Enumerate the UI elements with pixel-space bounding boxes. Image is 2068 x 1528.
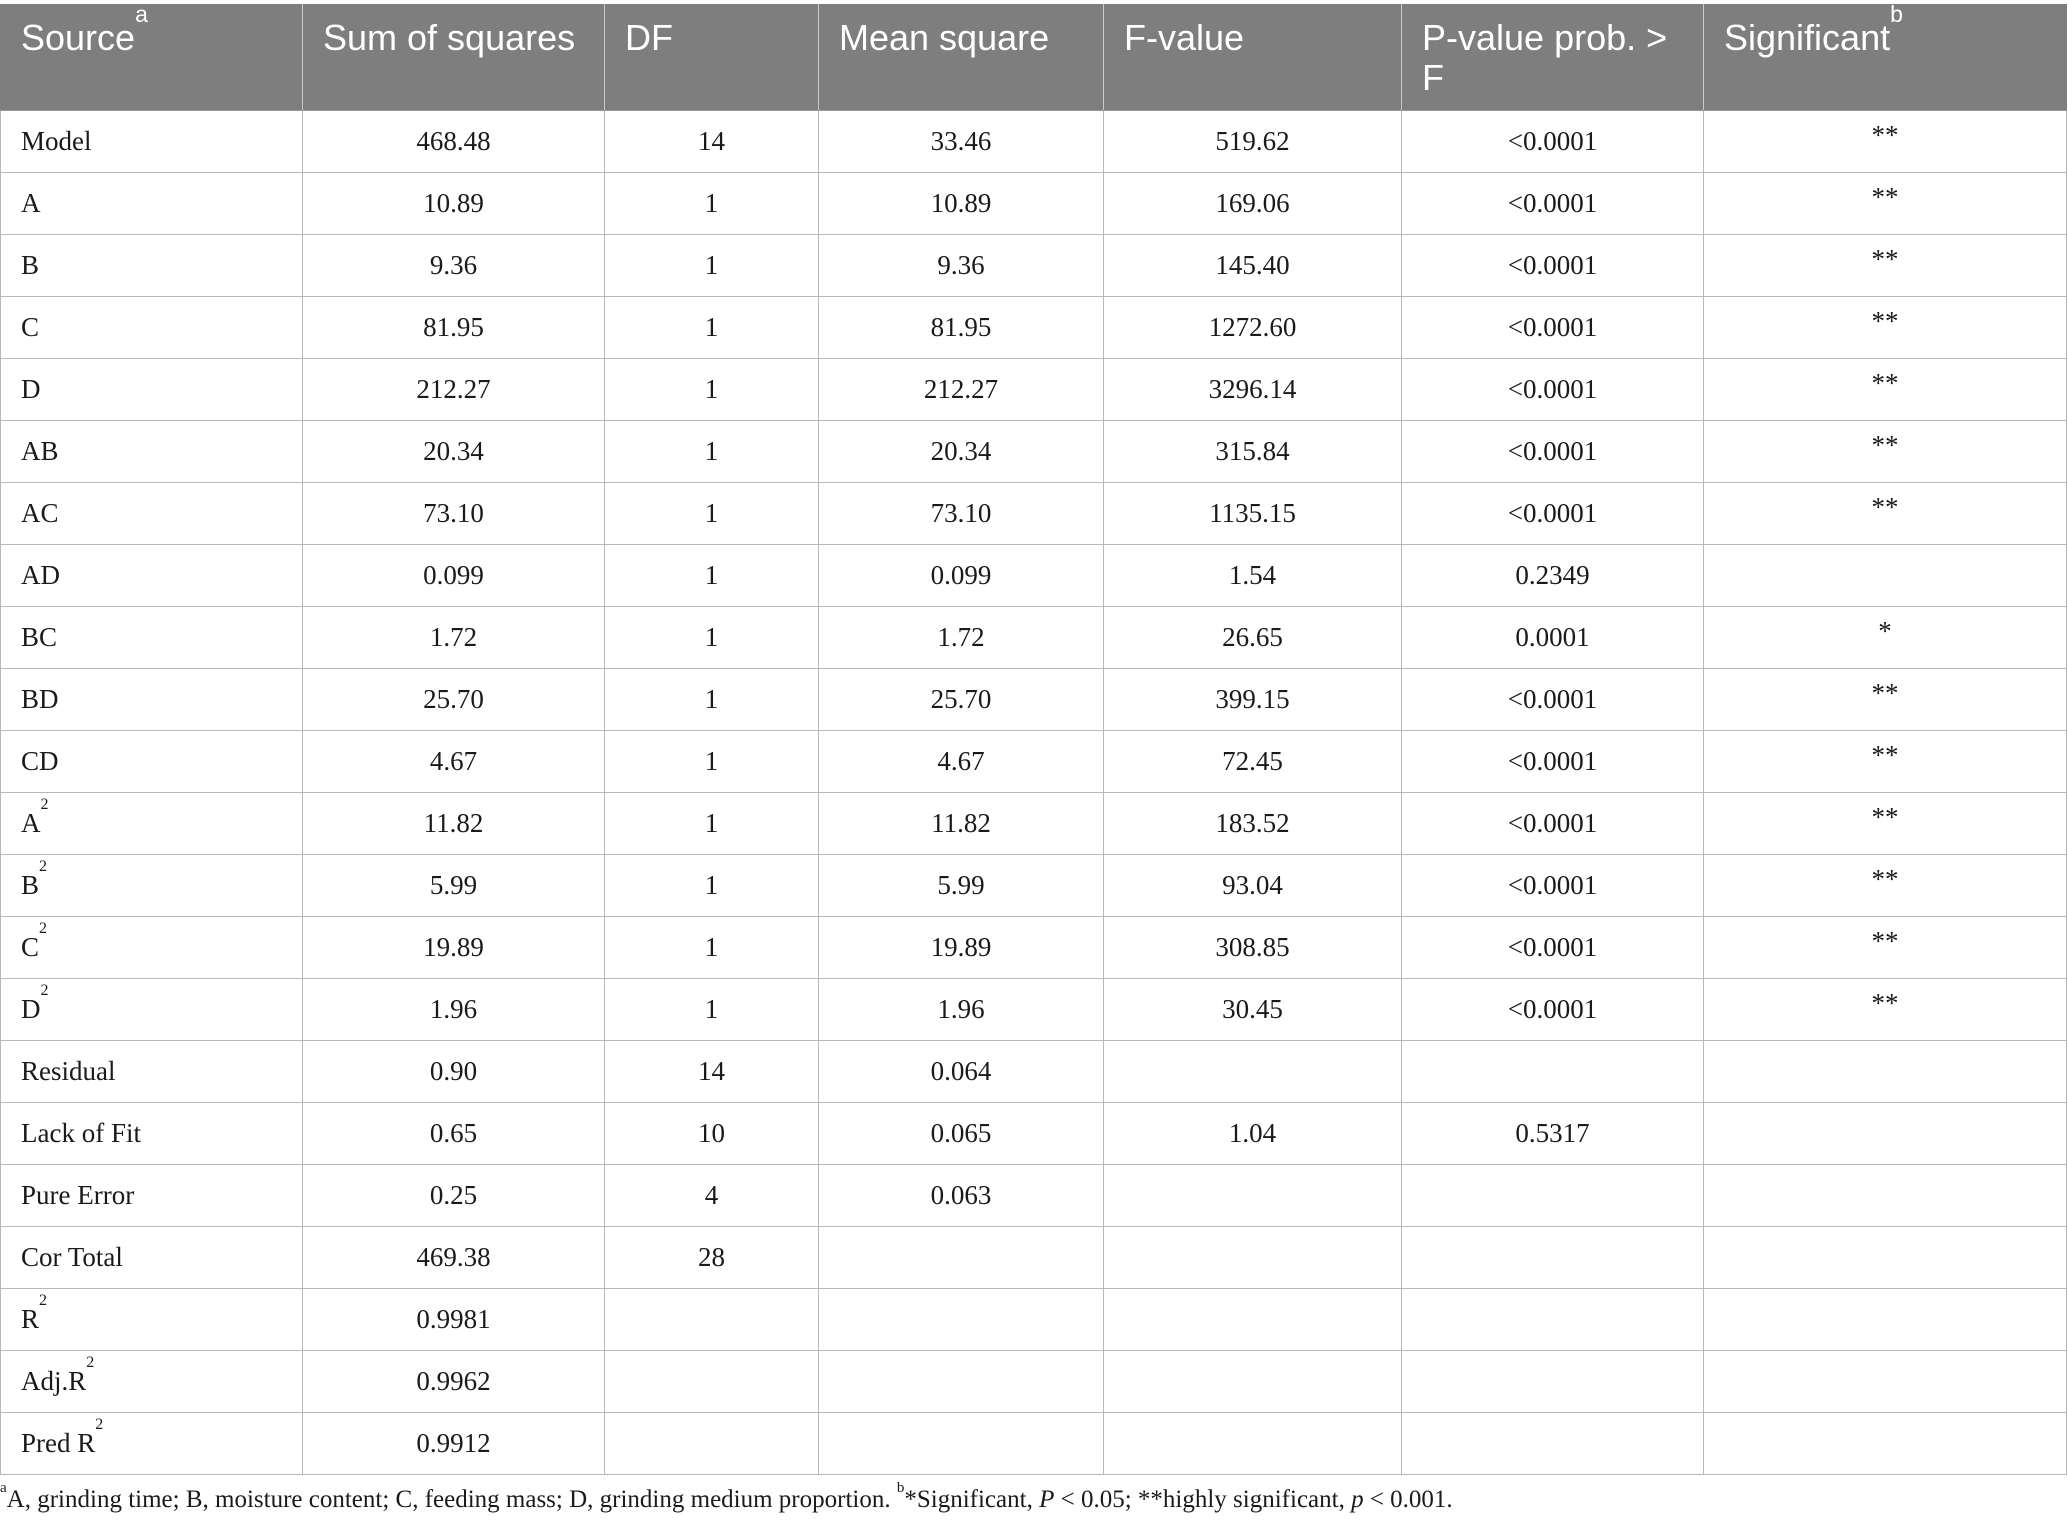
source-superscript: 2: [86, 1354, 95, 1371]
table-row: [1, 1165, 2067, 1227]
cell-df: 1: [605, 421, 819, 483]
cell-f-value: 3296.14: [1104, 359, 1402, 421]
cell-sum-of-squares: 20.34: [303, 421, 605, 483]
cell-source: [1, 297, 303, 359]
significance-stars: *: [1878, 616, 1892, 646]
table-row: [1, 359, 2067, 421]
cell-p-value: [1402, 1165, 1704, 1227]
cell-significant: [1704, 793, 2067, 855]
cell-significant: [1704, 1041, 2067, 1103]
cell-sum-of-squares: 81.95: [303, 297, 605, 359]
anova-table: [0, 1, 2067, 1475]
significance-stars: **: [1871, 430, 1899, 460]
footnote-b-p-symbol-2: p: [1351, 1486, 1364, 1513]
cell-sum-of-squares: 0.9912: [303, 1413, 605, 1475]
cell-significant: [1704, 669, 2067, 731]
cell-p-value: <0.0001: [1402, 483, 1704, 545]
cell-f-value: 519.62: [1104, 111, 1402, 173]
cell-sum-of-squares: 212.27: [303, 359, 605, 421]
cell-mean-square: 5.99: [819, 855, 1104, 917]
cell-p-value: [1402, 1351, 1704, 1413]
cell-significant: [1704, 1227, 2067, 1289]
cell-sum-of-squares: 1.72: [303, 607, 605, 669]
cell-source: [1, 1351, 303, 1413]
header-mean-square: Mean square: [819, 4, 1104, 111]
cell-sum-of-squares: 10.89: [303, 173, 605, 235]
cell-significant: [1704, 917, 2067, 979]
cell-mean-square: [819, 1413, 1104, 1475]
cell-significant: [1704, 297, 2067, 359]
cell-f-value: [1104, 1289, 1402, 1351]
cell-mean-square: 1.72: [819, 607, 1104, 669]
cell-f-value: 399.15: [1104, 669, 1402, 731]
cell-p-value: <0.0001: [1402, 111, 1704, 173]
source-label: A: [21, 808, 41, 838]
cell-significant: [1704, 731, 2067, 793]
significance-stars: **: [1871, 740, 1899, 770]
cell-mean-square: 0.065: [819, 1103, 1104, 1165]
cell-source: [1, 1289, 303, 1351]
cell-source: [1, 917, 303, 979]
cell-sum-of-squares: 0.65: [303, 1103, 605, 1165]
cell-sum-of-squares: 9.36: [303, 235, 605, 297]
cell-f-value: 26.65: [1104, 607, 1402, 669]
cell-source: [1, 483, 303, 545]
cell-sum-of-squares: 468.48: [303, 111, 605, 173]
cell-f-value: [1104, 1165, 1402, 1227]
cell-p-value: 0.2349: [1402, 545, 1704, 607]
significance-stars: **: [1871, 926, 1899, 956]
cell-source: [1, 421, 303, 483]
cell-sum-of-squares: 5.99: [303, 855, 605, 917]
table-row: [1, 1227, 2067, 1289]
cell-f-value: 169.06: [1104, 173, 1402, 235]
cell-df: 1: [605, 173, 819, 235]
cell-p-value: <0.0001: [1402, 855, 1704, 917]
cell-source: [1, 979, 303, 1041]
cell-source: [1, 359, 303, 421]
table-row: [1, 235, 2067, 297]
cell-source: [1, 607, 303, 669]
cell-mean-square: 0.099: [819, 545, 1104, 607]
cell-sum-of-squares: 0.25: [303, 1165, 605, 1227]
table-row: [1, 855, 2067, 917]
significance-stars: **: [1871, 492, 1899, 522]
cell-sum-of-squares: 1.96: [303, 979, 605, 1041]
cell-significant: [1704, 855, 2067, 917]
cell-significant: [1704, 483, 2067, 545]
footnote-b-text-3: < 0.001.: [1363, 1486, 1453, 1513]
cell-mean-square: 20.34: [819, 421, 1104, 483]
table-row: [1, 1289, 2067, 1351]
cell-significant: [1704, 111, 2067, 173]
table-row: [1, 297, 2067, 359]
cell-source: [1, 111, 303, 173]
cell-significant: [1704, 1351, 2067, 1413]
source-label: Pred R: [21, 1428, 96, 1458]
cell-df: 1: [605, 545, 819, 607]
cell-df: 1: [605, 297, 819, 359]
significance-stars: **: [1871, 306, 1899, 336]
cell-df: 1: [605, 917, 819, 979]
source-label: BD: [21, 684, 59, 714]
cell-df: 1: [605, 235, 819, 297]
cell-mean-square: 212.27: [819, 359, 1104, 421]
table-body: [1, 111, 2067, 1475]
source-superscript: 2: [40, 982, 49, 999]
source-label: CD: [21, 746, 59, 776]
cell-f-value: [1104, 1041, 1402, 1103]
cell-p-value: <0.0001: [1402, 669, 1704, 731]
source-label: D: [21, 374, 41, 404]
table-row: [1, 483, 2067, 545]
cell-mean-square: [819, 1351, 1104, 1413]
significance-stars: **: [1871, 182, 1899, 212]
source-label: D: [21, 994, 41, 1024]
source-label: AC: [21, 498, 59, 528]
cell-mean-square: 0.063: [819, 1165, 1104, 1227]
cell-mean-square: 1.96: [819, 979, 1104, 1041]
significance-stars: **: [1871, 244, 1899, 274]
header-significant: Significant$^b$: [1704, 4, 2067, 111]
cell-p-value: 0.5317: [1402, 1103, 1704, 1165]
cell-f-value: 72.45: [1104, 731, 1402, 793]
cell-p-value: [1402, 1413, 1704, 1475]
cell-p-value: <0.0001: [1402, 979, 1704, 1041]
footnote-mark-a: a: [0, 1480, 7, 1496]
header-p-value: P-value prob. > F: [1402, 4, 1704, 111]
cell-mean-square: 9.36: [819, 235, 1104, 297]
cell-f-value: 1135.15: [1104, 483, 1402, 545]
cell-f-value: 308.85: [1104, 917, 1402, 979]
header-df: DF: [605, 4, 819, 111]
cell-mean-square: 81.95: [819, 297, 1104, 359]
cell-mean-square: 19.89: [819, 917, 1104, 979]
table-row: [1, 1351, 2067, 1413]
cell-source: [1, 1227, 303, 1289]
table-row: [1, 1413, 2067, 1475]
cell-significant: [1704, 979, 2067, 1041]
cell-f-value: [1104, 1351, 1402, 1413]
cell-p-value: [1402, 1227, 1704, 1289]
footnote-b-text-1: *Significant,: [904, 1486, 1040, 1513]
cell-df: 1: [605, 855, 819, 917]
cell-df: 1: [605, 607, 819, 669]
cell-p-value: [1402, 1289, 1704, 1351]
header-f-value: F-value: [1104, 4, 1402, 111]
cell-source: [1, 1165, 303, 1227]
cell-source: [1, 1041, 303, 1103]
cell-significant: [1704, 545, 2067, 607]
cell-mean-square: 4.67: [819, 731, 1104, 793]
source-superscript: 2: [39, 920, 48, 937]
source-label: Adj.R: [21, 1366, 87, 1396]
cell-df: 1: [605, 793, 819, 855]
source-superscript: 2: [40, 796, 49, 813]
cell-source: [1, 855, 303, 917]
cell-sum-of-squares: 0.9962: [303, 1351, 605, 1413]
cell-df: 1: [605, 731, 819, 793]
source-label: AD: [21, 560, 60, 590]
cell-f-value: [1104, 1413, 1402, 1475]
table-row: [1, 1041, 2067, 1103]
cell-source: [1, 173, 303, 235]
cell-f-value: 1.04: [1104, 1103, 1402, 1165]
cell-df: 1: [605, 483, 819, 545]
source-label: Pure Error: [21, 1180, 135, 1210]
table-row: [1, 607, 2067, 669]
table-row: [1, 917, 2067, 979]
cell-p-value: <0.0001: [1402, 235, 1704, 297]
cell-p-value: 0.0001: [1402, 607, 1704, 669]
significance-stars: **: [1871, 802, 1899, 832]
cell-source: [1, 235, 303, 297]
source-label: Model: [21, 126, 92, 156]
table-row: [1, 545, 2067, 607]
table-footnote: [0, 1480, 1453, 1514]
source-label: AB: [21, 436, 59, 466]
cell-sum-of-squares: 4.67: [303, 731, 605, 793]
cell-mean-square: 25.70: [819, 669, 1104, 731]
source-label: Cor Total: [21, 1242, 123, 1272]
cell-significant: [1704, 1103, 2067, 1165]
cell-df: 4: [605, 1165, 819, 1227]
source-label: Lack of Fit: [21, 1118, 141, 1148]
significance-stars: **: [1871, 678, 1899, 708]
cell-mean-square: 10.89: [819, 173, 1104, 235]
footnote-b-p-symbol-1: P: [1039, 1486, 1055, 1513]
cell-p-value: <0.0001: [1402, 173, 1704, 235]
cell-p-value: <0.0001: [1402, 359, 1704, 421]
cell-sum-of-squares: 25.70: [303, 669, 605, 731]
cell-df: 10: [605, 1103, 819, 1165]
cell-p-value: <0.0001: [1402, 731, 1704, 793]
cell-significant: [1704, 1413, 2067, 1475]
cell-f-value: [1104, 1227, 1402, 1289]
cell-p-value: <0.0001: [1402, 793, 1704, 855]
significance-stars: **: [1871, 864, 1899, 894]
source-label: B: [21, 870, 40, 900]
cell-p-value: [1402, 1041, 1704, 1103]
cell-sum-of-squares: 0.099: [303, 545, 605, 607]
cell-source: [1, 793, 303, 855]
source-superscript: 2: [95, 1416, 104, 1433]
cell-f-value: 145.40: [1104, 235, 1402, 297]
source-label: C: [21, 932, 40, 962]
table-row: [1, 173, 2067, 235]
cell-f-value: 315.84: [1104, 421, 1402, 483]
significance-stars: **: [1871, 120, 1899, 150]
source-label: B: [21, 250, 40, 280]
cell-f-value: 93.04: [1104, 855, 1402, 917]
cell-significant: [1704, 421, 2067, 483]
header-source-footnote-mark: a: [135, 1, 148, 27]
cell-mean-square: 73.10: [819, 483, 1104, 545]
header-row: [1, 4, 2067, 111]
significance-stars: **: [1871, 368, 1899, 398]
table-row: [1, 793, 2067, 855]
cell-df: 1: [605, 979, 819, 1041]
header-source: Source$^a$: [1, 4, 303, 111]
table-row: [1, 1103, 2067, 1165]
cell-mean-square: 33.46: [819, 111, 1104, 173]
table-row: [1, 111, 2067, 173]
cell-sum-of-squares: 0.90: [303, 1041, 605, 1103]
cell-f-value: 1272.60: [1104, 297, 1402, 359]
cell-source: [1, 1103, 303, 1165]
footnote-mark-b: b: [896, 1480, 905, 1496]
cell-sum-of-squares: 469.38: [303, 1227, 605, 1289]
footnote-a-text: A, grinding time; B, moisture content; C, feeding mass; D, grinding medium proportion.: [6, 1486, 897, 1513]
table-row: [1, 731, 2067, 793]
cell-f-value: 1.54: [1104, 545, 1402, 607]
source-label: A: [21, 188, 41, 218]
cell-df: [605, 1289, 819, 1351]
footnote-b-text-2: < 0.05; **highly significant,: [1054, 1486, 1352, 1513]
cell-f-value: 30.45: [1104, 979, 1402, 1041]
table-header: [1, 1, 2067, 111]
cell-f-value: 183.52: [1104, 793, 1402, 855]
cell-significant: [1704, 1165, 2067, 1227]
source-label: Residual: [21, 1056, 116, 1086]
cell-mean-square: [819, 1227, 1104, 1289]
table-row: [1, 979, 2067, 1041]
cell-significant: [1704, 607, 2067, 669]
table-row: [1, 421, 2067, 483]
cell-mean-square: [819, 1289, 1104, 1351]
cell-sum-of-squares: 11.82: [303, 793, 605, 855]
header-sum-of-squares: Sum of squares: [303, 4, 605, 111]
source-label: R: [21, 1304, 40, 1334]
cell-source: [1, 731, 303, 793]
cell-mean-square: 0.064: [819, 1041, 1104, 1103]
cell-df: 1: [605, 359, 819, 421]
cell-df: [605, 1351, 819, 1413]
source-label: BC: [21, 622, 58, 652]
cell-mean-square: 11.82: [819, 793, 1104, 855]
cell-significant: [1704, 1289, 2067, 1351]
cell-significant: [1704, 173, 2067, 235]
cell-sum-of-squares: 73.10: [303, 483, 605, 545]
cell-source: [1, 545, 303, 607]
source-superscript: 2: [39, 1292, 48, 1309]
cell-sum-of-squares: 19.89: [303, 917, 605, 979]
cell-df: 1: [605, 669, 819, 731]
cell-p-value: <0.0001: [1402, 297, 1704, 359]
cell-df: 14: [605, 111, 819, 173]
header-significant-footnote-mark: b: [1890, 1, 1903, 27]
cell-df: [605, 1413, 819, 1475]
cell-significant: [1704, 235, 2067, 297]
source-superscript: 2: [39, 858, 48, 875]
cell-df: 28: [605, 1227, 819, 1289]
cell-p-value: <0.0001: [1402, 421, 1704, 483]
significance-stars: **: [1871, 988, 1899, 1018]
table-row: [1, 669, 2067, 731]
cell-source: [1, 669, 303, 731]
cell-sum-of-squares: 0.9981: [303, 1289, 605, 1351]
cell-significant: [1704, 359, 2067, 421]
cell-source: [1, 1413, 303, 1475]
cell-df: 14: [605, 1041, 819, 1103]
source-label: C: [21, 312, 40, 342]
cell-p-value: <0.0001: [1402, 917, 1704, 979]
